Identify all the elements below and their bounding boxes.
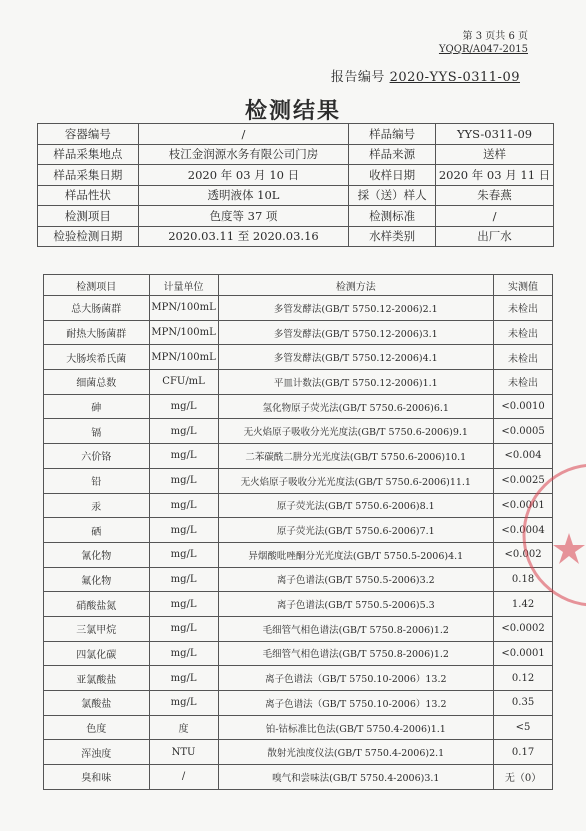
test-method: 多管发酵法(GB/T 5750.12-2006)4.1 (218, 345, 494, 370)
unit: mg/L (149, 542, 218, 567)
test-item: 三氯甲烷 (44, 616, 150, 641)
test-method: 嗅气和尝味法(GB/T 5750.4-2006)3.1 (218, 765, 494, 790)
test-item: 细菌总数 (44, 370, 150, 395)
table-row (44, 592, 553, 617)
test-method: 铂-钴标准比色法(GB/T 5750.4-2006)1.1 (218, 715, 494, 740)
unit: mg/L (149, 567, 218, 592)
test-item: 浑浊度 (44, 740, 150, 765)
test-item: 汞 (44, 493, 150, 518)
unit: 度 (149, 715, 218, 740)
unit: mg/L (149, 616, 218, 641)
test-item: 硒 (44, 518, 150, 543)
measured-value: 未检出 (494, 296, 553, 321)
test-method: 离子色谱法(GB/T 5750.5-2006)3.2 (218, 567, 494, 592)
info-label: 检测标准 (349, 206, 436, 227)
unit: CFU/mL (149, 370, 218, 395)
measured-value: <0.0001 (494, 493, 553, 518)
measured-value: 0.35 (494, 691, 553, 716)
unit: / (149, 765, 218, 790)
document-code: YQQR/A047-2015 (438, 44, 528, 55)
measured-value: 未检出 (494, 370, 553, 395)
table-row (44, 493, 553, 518)
measured-value: <0.0004 (494, 518, 553, 543)
info-value: 色度等 37 项 (138, 206, 348, 227)
info-value: 枝江金润源水务有限公司门房 (138, 144, 348, 165)
info-value: YYS-0311-09 (436, 124, 554, 145)
unit: NTU (149, 740, 218, 765)
measured-value: 无（0） (494, 765, 553, 790)
info-row (38, 124, 554, 145)
test-method: 无火焰原子吸收分光光度法(GB/T 5750.6-2006)11.1 (218, 468, 494, 493)
measured-value: 0.18 (494, 567, 553, 592)
test-item: 臭和味 (44, 765, 150, 790)
page-indicator-block (439, 30, 528, 56)
info-row (38, 144, 554, 165)
info-label: 检测项目 (38, 206, 139, 227)
test-item: 总大肠菌群 (44, 296, 150, 321)
measured-value: 0.12 (494, 666, 553, 691)
table-row (44, 370, 553, 395)
test-method: 散射光浊度仪法(GB/T 5750.4-2006)2.1 (218, 740, 494, 765)
table-row (44, 715, 553, 740)
test-item: 亚氯酸盐 (44, 666, 150, 691)
unit: mg/L (149, 444, 218, 469)
test-item: 四氯化碳 (44, 641, 150, 666)
info-row (38, 226, 554, 247)
measured-value: <0.0005 (494, 419, 553, 444)
header-unit: 计量单位 (149, 275, 218, 296)
test-method: 毛细管气相色谱法(GB/T 5750.8-2006)1.2 (218, 641, 494, 666)
test-method: 离子色谱法（GB/T 5750.10-2006）13.2 (218, 666, 494, 691)
table-row (44, 468, 553, 493)
measured-value: <0.002 (494, 542, 553, 567)
info-value: 出厂水 (436, 226, 554, 247)
test-method: 平皿计数法(GB/T 5750.12-2006)1.1 (218, 370, 494, 395)
test-method: 原子荧光法(GB/T 5750.6-2006)7.1 (218, 518, 494, 543)
unit: MPN/100mL (149, 320, 218, 345)
info-value: 2020.03.11 至 2020.03.16 (138, 226, 348, 247)
table-row (44, 345, 553, 370)
info-row (38, 165, 554, 186)
table-row (44, 765, 553, 790)
results-table (43, 274, 553, 790)
test-method: 离子色谱法(GB/T 5750.5-2006)5.3 (218, 592, 494, 617)
test-item: 氰化物 (44, 542, 150, 567)
sample-info-table (37, 123, 554, 247)
info-label: 样品编号 (349, 124, 436, 145)
info-label: 收样日期 (349, 165, 436, 186)
table-row (44, 641, 553, 666)
info-value: / (436, 206, 554, 227)
measured-value: 未检出 (494, 320, 553, 345)
info-value: 透明液体 10L (138, 185, 348, 206)
page-title: 检测结果 (244, 98, 341, 124)
table-row (44, 567, 553, 592)
header-item: 检测项目 (44, 275, 150, 296)
test-method: 多管发酵法(GB/T 5750.12-2006)2.1 (218, 296, 494, 321)
unit: mg/L (149, 468, 218, 493)
test-item: 大肠埃希氏菌 (44, 345, 150, 370)
measured-value: <0.0025 (494, 468, 553, 493)
unit: mg/L (149, 691, 218, 716)
test-item: 氟化物 (44, 567, 150, 592)
header-value: 实测值 (494, 275, 553, 296)
unit: MPN/100mL (149, 345, 218, 370)
table-row (44, 666, 553, 691)
table-row (44, 518, 553, 543)
table-row (44, 616, 553, 641)
table-row (44, 394, 553, 419)
table-row (44, 444, 553, 469)
info-label: 样品采集日期 (38, 165, 139, 186)
info-label: 水样类别 (349, 226, 436, 247)
test-method: 二苯碳酰二肼分光光度法(GB/T 5750.6-2006)10.1 (218, 444, 494, 469)
info-label: 样品来源 (349, 144, 436, 165)
report-number-label: 报告编号 (330, 70, 385, 85)
test-method: 离子色谱法（GB/T 5750.10-2006）13.2 (218, 691, 494, 716)
test-item: 色度 (44, 715, 150, 740)
measured-value: <0.0002 (494, 616, 553, 641)
info-row (38, 206, 554, 227)
test-method: 毛细管气相色谱法(GB/T 5750.8-2006)1.2 (218, 616, 494, 641)
test-method: 无火焰原子吸收分光光度法(GB/T 5750.6-2006)9.1 (218, 419, 494, 444)
test-method: 多管发酵法(GB/T 5750.12-2006)3.1 (218, 320, 494, 345)
test-item: 六价铬 (44, 444, 150, 469)
report-number: 2020-YYS-0311-09 (389, 70, 520, 85)
test-method: 原子荧光法(GB/T 5750.6-2006)8.1 (218, 493, 494, 518)
info-value: 2020 年 03 月 10 日 (138, 165, 348, 186)
info-value: / (138, 124, 348, 145)
info-label: 採（送）样人 (349, 185, 436, 206)
info-value: 送样 (436, 144, 554, 165)
info-label: 容器编号 (38, 124, 139, 145)
info-row (38, 185, 554, 206)
unit: mg/L (149, 493, 218, 518)
official-seal-stamp (514, 455, 586, 615)
measured-value: 1.42 (494, 592, 553, 617)
unit: mg/L (149, 518, 218, 543)
unit: mg/L (149, 666, 218, 691)
table-row (44, 419, 553, 444)
info-label: 样品采集地点 (38, 144, 139, 165)
table-row (44, 320, 553, 345)
measured-value: <0.004 (494, 444, 553, 469)
info-value: 2020 年 03 月 11 日 (436, 165, 554, 186)
test-item: 氯酸盐 (44, 691, 150, 716)
table-row (44, 740, 553, 765)
unit: mg/L (149, 641, 218, 666)
info-label: 检验检测日期 (38, 226, 139, 247)
unit: mg/L (149, 592, 218, 617)
test-method: 氢化物原子荧光法(GB/T 5750.6-2006)6.1 (218, 394, 494, 419)
table-row (44, 542, 553, 567)
info-value: 朱春燕 (436, 185, 554, 206)
table-row (44, 296, 553, 321)
info-label: 样品性状 (38, 185, 139, 206)
measured-value: <5 (494, 715, 553, 740)
test-item: 硝酸盐氮 (44, 592, 150, 617)
measured-value: 0.17 (494, 740, 553, 765)
unit: mg/L (149, 419, 218, 444)
test-method: 异烟酸吡唑酮分光光度法(GB/T 5750.5-2006)4.1 (218, 542, 494, 567)
results-header-row (44, 275, 553, 296)
page-indicator: 第 3 页共 6 页 (462, 31, 528, 42)
measured-value: <0.0010 (494, 394, 553, 419)
measured-value: <0.0001 (494, 641, 553, 666)
test-item: 铅 (44, 468, 150, 493)
table-row (44, 691, 553, 716)
report-number-line (331, 66, 520, 85)
test-item: 镉 (44, 419, 150, 444)
test-item: 砷 (44, 394, 150, 419)
header-method: 检测方法 (218, 275, 494, 296)
test-item: 耐热大肠菌群 (44, 320, 150, 345)
unit: mg/L (149, 394, 218, 419)
measured-value: 未检出 (494, 345, 553, 370)
unit: MPN/100mL (149, 296, 218, 321)
